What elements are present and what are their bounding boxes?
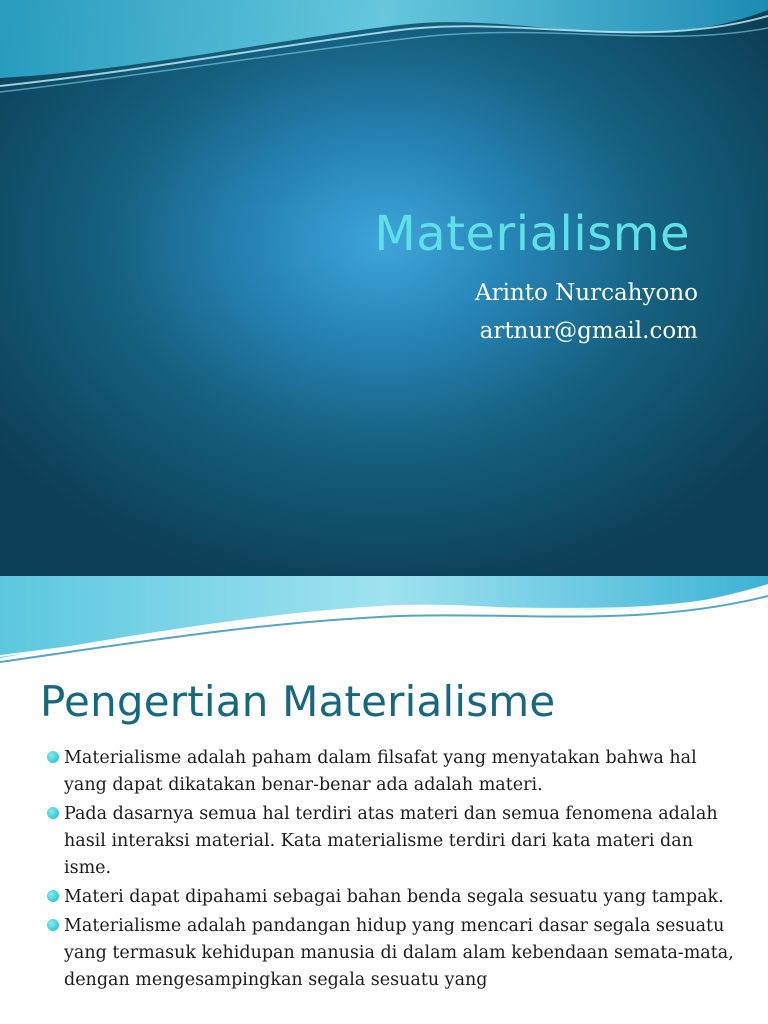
bullet-text: Materi dapat dipahami sebagai bahan benda segala sesuatu yang tampak. — [64, 887, 724, 907]
bullet-list — [46, 745, 736, 994]
bullet-icon — [47, 890, 59, 902]
bullet-text: Pada dasarnya semua hal terdiri atas materi dan semua fenomena adalah hasil interaksi material. Kata materialisme terdiri dari kata materi dan isme. — [64, 804, 718, 878]
bullet-item — [46, 745, 736, 799]
author-email: artnur@gmail.com — [479, 318, 698, 344]
wave-decoration — [0, 0, 768, 120]
slide-heading: Pengertian Materialisme — [40, 677, 556, 726]
bullet-item — [46, 913, 736, 994]
bullet-text: Materialisme adalah paham dalam filsafat yang menyatakan bahwa hal yang dapat dikatakan benar-benar ada adalah materi. — [64, 748, 697, 795]
bullet-item — [46, 884, 736, 911]
bullet-icon — [47, 807, 59, 819]
bullet-icon — [47, 751, 59, 763]
author-name: Arinto Nurcahyono — [474, 280, 698, 306]
bullet-icon — [47, 919, 59, 931]
bullet-item — [46, 801, 736, 882]
content-slide — [0, 576, 768, 1024]
bullet-text: Materialisme adalah pandangan hidup yang mencari dasar segala sesuatu yang termasuk kehidupan manusia di dalam alam kebendaan semata-mata, dengan mengesampingkan segala sesuatu yang — [64, 916, 734, 990]
wave-decoration — [0, 576, 768, 676]
slide-title: Materialisme — [374, 206, 690, 262]
